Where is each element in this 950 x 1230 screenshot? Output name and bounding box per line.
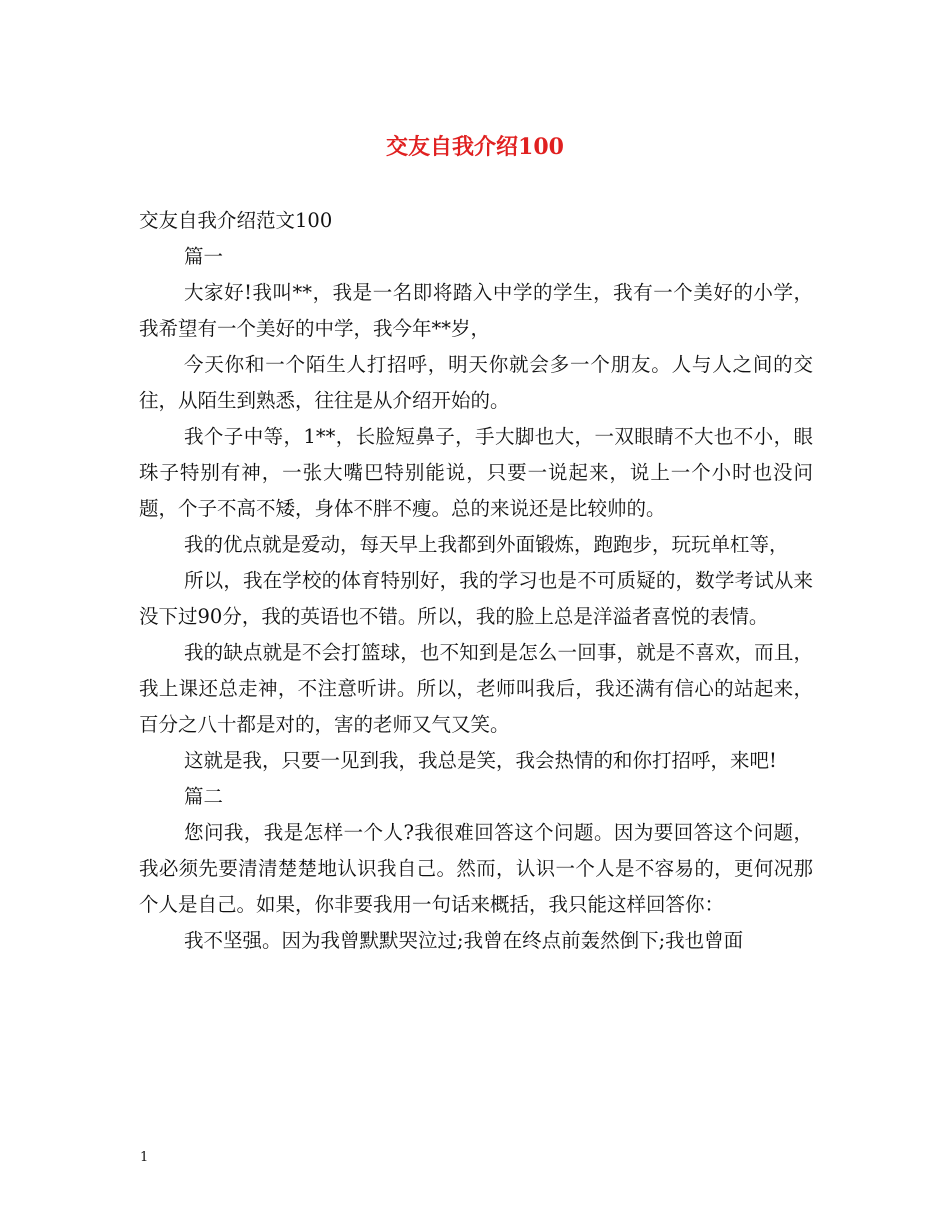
paragraph: 我的缺点就是不会打篮球，也不知到是怎么一回事，就是不喜欢，而且，我上课还总走神，不注意听讲。所以，老师叫我后，我还满有信心的站起来，百分之八十都是对的，害的老师又气又笑。 [139, 641, 813, 736]
paragraph: 所以，我在学校的体育特别好，我的学习也是不可质疑的，数学考试从来没下过90分，我的英语也不错。所以，我的脸上总是洋溢者喜悦的表情。 [139, 569, 813, 628]
paragraph: 这就是我，只要一见到我，我总是笑，我会热情的和你打招呼，来吧! [184, 749, 777, 772]
paragraph: 今天你和一个陌生人打招呼，明天你就会多一个朋友。人与人之间的交往，从陌生到熟悉，往往是从介绍开始的。 [139, 353, 813, 412]
paragraph: 我不坚强。因为我曾默默哭泣过;我曾在终点前轰然倒下;我也曾面 [184, 929, 744, 952]
page-number: 1 [140, 1150, 149, 1165]
paragraph: 大家好!我叫**，我是一名即将踏入中学的学生，我有一个美好的小学，我希望有一个美好的中学，我今年**岁， [139, 281, 813, 340]
paragraph: 我个子中等，1**，长脸短鼻子，手大脚也大，一双眼睛不大也不小，眼珠子特别有神，一张大嘴巴特别能说，只要一说起来，说上一个小时也没问题，个子不高不矮，身体不胖不瘦。总的来说还是比较帅的。 [139, 425, 813, 520]
document-subtitle: 交友自我介绍范文100 [139, 209, 333, 232]
document-title: 交友自我介绍100 [386, 134, 564, 160]
section-heading-2: 篇二 [184, 785, 224, 808]
paragraph: 我的优点就是爱动，每天早上我都到外面锻炼，跑跑步，玩玩单杠等， [184, 533, 789, 556]
paragraph: 您问我，我是怎样一个人?我很难回答这个问题。因为要回答这个问题，我必须先要清清楚楚地认识我自己。然而，认识一个人是不容易的，更何况那个人是自己。如果，你非要我用一句话来概括，我只能这样回答你： [139, 821, 813, 916]
document-body [139, 203, 813, 959]
section-heading-1: 篇一 [184, 245, 224, 268]
